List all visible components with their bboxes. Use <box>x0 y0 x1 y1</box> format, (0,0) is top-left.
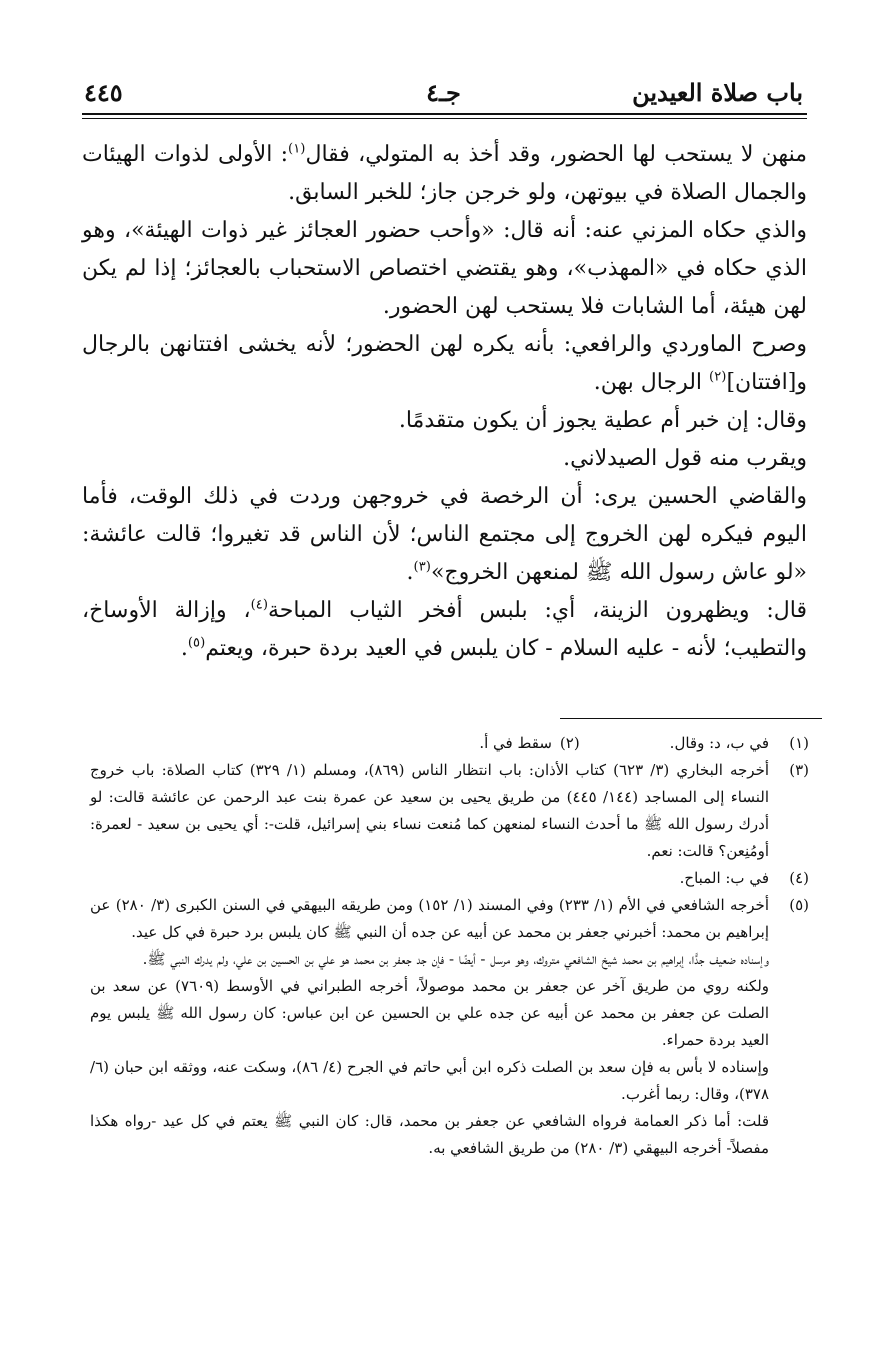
footnote-4 <box>90 865 809 892</box>
paragraph-1: منهن لا يستحب لها الحضور، وقد أخذ به المتولي، فقال$^{(١)}$: الأولى لذوات الهيئات والجمال الصلاة في بيوتهن، ولو خرجن جاز؛ للخبر السابق. <box>82 141 807 205</box>
footnote-number: (٤) <box>789 869 809 887</box>
paragraph-2: والذي حكاه المزني عنه: أنه قال: «وأحب حضور العجائز غير ذوات الهيئة»، وهو الذي حكاه في «المهذب»، وهو يقتضي اختصاص الاستحباب بالعجائز؛ إذا لم يكن لهن هيئة، أما الشابات فلا يستحب لهن الحضور. <box>82 218 807 319</box>
main-text <box>82 136 807 668</box>
footnote-ref: (٥) <box>187 635 206 651</box>
footnote-1-2 <box>90 730 809 757</box>
footnote-text: في ب: المباح. <box>679 869 769 887</box>
footnote-text: سقط في أ. <box>479 734 552 752</box>
footnote-5 <box>90 892 809 946</box>
footnote-5-continued: قلت: أما ذكر العمامة فرواه الشافعي عن جعفر بن محمد، قال: كان النبي ﷺ يعتم في كل عيد -رواه هكذا مفصلاً- أخرجه البيهقي (٣/ ٢٨٠) من طريق الشافعي به. <box>90 1112 769 1157</box>
footnote-text: في ب، د: وقال. <box>669 734 769 752</box>
volume-label: جـ٤ <box>426 78 461 107</box>
footnotes <box>90 730 809 1162</box>
paragraph-7: قال: ويظهرون الزينة، أي: بلبس أفخر الثياب المباحة$^{(٤)}$، وإزالة الأوساخ، والتطيب؛ لأنه - عليه السلام - كان يلبس في العيد بردة حبرة، ويعتم$^{(٥)}$. <box>82 597 807 661</box>
footnote-3 <box>90 757 809 865</box>
paragraph-5: ويقرب منه قول الصيدلاني. <box>563 446 807 471</box>
footnote-ref: (٣) <box>413 559 431 575</box>
footnote-5-continued: ولكنه روي من طريق آخر عن جعفر بن محمد موصولاً، أخرجه الطبراني في الأوسط (٧٦٠٩) عن سعد بن الصلت عن جعفر بن محمد عن أبيه عن جده علي بن الحسين عن ابن عباس: كان رسول الله ﷺ يلبس يوم العيد بردة حمراء. <box>90 977 770 1049</box>
footnote-text: أخرجه الشافعي في الأم (١/ ٢٣٣) وفي المسند (١/ ١٥٢) ومن طريقه البيهقي في السنن الكبرى (٣/ ٢٨٠) عن إبراهيم بن محمد: أخبرني جعفر بن محمد عن أبيه عن جده أن النبي ﷺ كان يلبس برد حبرة في كل عيد. <box>90 896 769 941</box>
footnote-ref: (١) <box>288 141 306 157</box>
footnote-5-continued: وإسناده ضعيف جدًّا، إبراهيم بن محمد شيخ الشافعي متروك، وهو مرسل - أيضًا - فإن جد جعفر بن محمد هو علي بن الحسين بن علي، ولم يدرك النبي ﷺ. <box>142 950 769 968</box>
header-rule <box>82 113 807 115</box>
paragraph-4: وقال: إن خبر أم عطية يجوز أن يكون متقدمًا. <box>398 408 807 433</box>
footnote-ref: (٢) <box>709 369 727 385</box>
footnote-separator <box>560 718 822 719</box>
running-header <box>84 70 803 114</box>
paragraph-6: والقاضي الحسين يرى: أن الرخصة في خروجهن وردت في ذلك الوقت، فأما اليوم فيكره لهن الخروج إلى مجتمع الناس؛ لأن الناس قد تغيروا؛ قالت عائشة: «لو عاش رسول الله ﷺ لمنعهن الخروج»$^{(٣)}$. <box>82 484 807 585</box>
footnote-number: (٣) <box>789 761 809 779</box>
footnote-number: (١) <box>789 734 809 752</box>
footnote-ref: (٤) <box>250 597 269 613</box>
footnote-text: أخرجه البخاري (٣/ ٦٢٣) كتاب الأذان: باب انتظار الناس (٨٦٩)، ومسلم (١/ ٣٢٩) كتاب الصلاة: باب خروج النساء إلى المساجد (١٤٤/ ٤٤٥) من طريق يحيى بن سعيد عن عمرة بنت عبد الرحمن عن عائشة قالت: لو أدرك رسول الله ﷺ ما أحدث النساء لمنعهن كما مُنعت نساء بني إسرائيل، قلت-: أي يحيى بن سعيد - لعمرة: أومُنِعن؟ قالت: نعم. <box>90 761 770 860</box>
page-number: ٤٤٥ <box>84 78 123 107</box>
footnote-5-continued: وإسناده لا بأس به فإن سعد بن الصلت ذكره ابن أبي حاتم في الجرح (٤/ ٨٦)، وسكت عنه، ووثقه ابن حبان (٦/ ٣٧٨)، وقال: ربما أغرب. <box>90 1058 769 1103</box>
paragraph-3: وصرح الماوردي والرافعي: بأنه يكره لهن الحضور؛ لأنه يخشى افتتانهن بالرجال و[افتتان]$^{(٢)}$ الرجال بهن. <box>82 332 807 395</box>
header-rule-thin <box>82 118 807 119</box>
footnote-number: (٥) <box>789 896 809 914</box>
footnote-number: (٢) <box>559 734 580 752</box>
chapter-title: باب صلاة العيدين <box>632 78 803 107</box>
